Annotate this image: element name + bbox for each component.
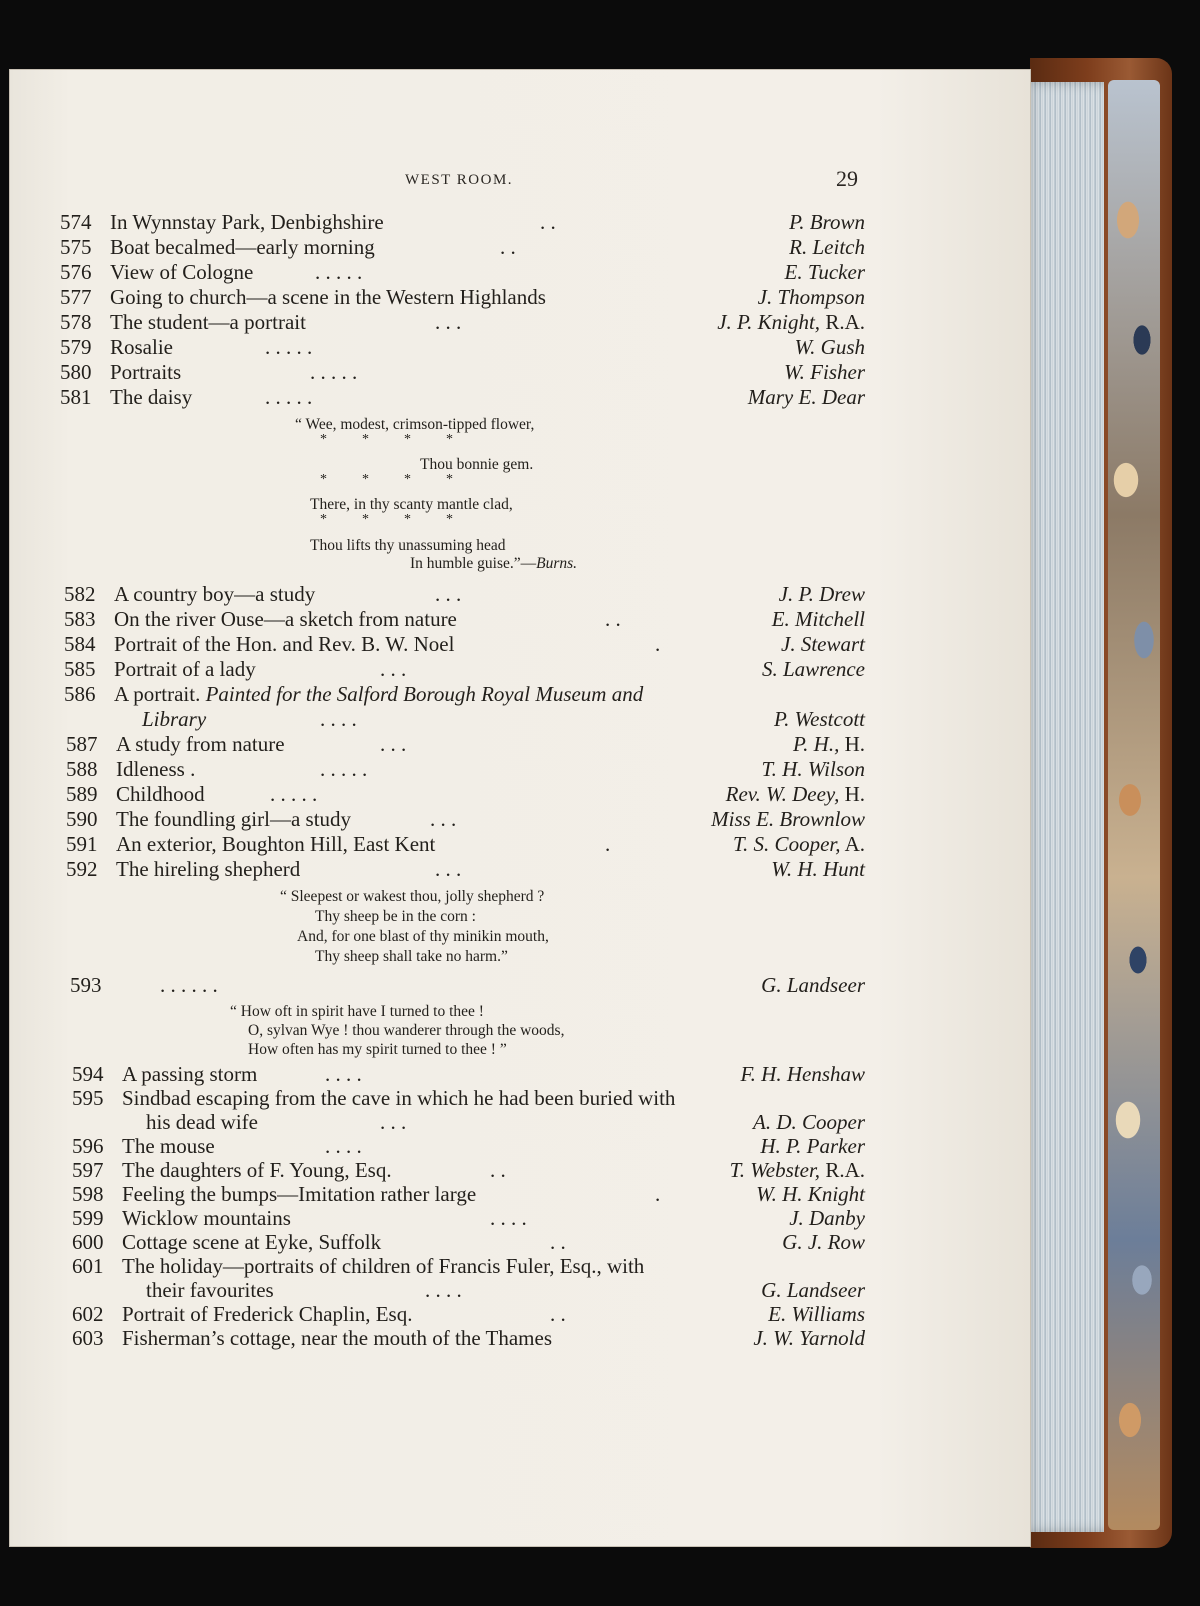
entry-title: Portrait of the Hon. and Rev. B. W. Noel bbox=[114, 632, 455, 656]
leader-dots: . . . . bbox=[490, 1206, 527, 1230]
entry-title: A country boy—a study bbox=[114, 582, 316, 606]
entry-artist: Rev. W. Deey, H. bbox=[725, 782, 865, 806]
entry-title: The daughters of F. Young, Esq. bbox=[122, 1158, 392, 1182]
entry-number: 583 bbox=[64, 607, 96, 631]
entry-title: Feeling the bumps—Imitation rather large bbox=[122, 1182, 477, 1206]
quote-line: “ Sleepest or wakest thou, jolly shepherd ? bbox=[280, 888, 545, 905]
entry-number: 580 bbox=[60, 360, 92, 384]
catalogue-entries bbox=[10, 70, 1030, 1546]
leader-dots: . . . . bbox=[425, 1278, 462, 1302]
page-edges bbox=[1022, 82, 1104, 1532]
entry-number: 579 bbox=[60, 335, 92, 359]
quote-line: How often has my spirit turned to thee ! ” bbox=[248, 1041, 507, 1058]
entry-title: A portrait. Painted for the Salford Borough Royal Museum and bbox=[114, 682, 644, 706]
quote-line: Thy sheep shall take no harm.” bbox=[315, 948, 508, 965]
entry-artist: J. Stewart bbox=[781, 632, 865, 656]
entry-title: In Wynnstay Park, Denbighshire bbox=[110, 210, 384, 234]
entry-number: 584 bbox=[64, 632, 96, 656]
asterism: * * * * bbox=[320, 472, 453, 487]
entry-number: 595 bbox=[72, 1086, 104, 1110]
leader-dots: . . . . bbox=[320, 707, 357, 731]
entry-number: 601 bbox=[72, 1254, 104, 1278]
entry-title: An exterior, Boughton Hill, East Kent bbox=[116, 832, 436, 856]
entry-title: Portraits bbox=[110, 360, 182, 384]
entry-number: 590 bbox=[66, 807, 98, 831]
entry-number: 586 bbox=[64, 682, 96, 706]
entry-artist: S. Lawrence bbox=[761, 657, 865, 681]
entry-number: 582 bbox=[64, 582, 96, 606]
entry-artist: T. S. Cooper, A. bbox=[732, 832, 865, 856]
quote-line: “ How oft in spirit have I turned to thee ! bbox=[230, 1003, 484, 1020]
leader-dots: . . . . . bbox=[270, 782, 318, 806]
quote-line: Thou lifts thy unassuming head bbox=[310, 537, 506, 554]
entry-number: 600 bbox=[72, 1230, 104, 1254]
quote-line: In humble guise.”—Burns. bbox=[410, 555, 578, 572]
entry-number: 599 bbox=[72, 1206, 104, 1230]
leader-dots: . . . . . bbox=[310, 360, 358, 384]
entry-title: Cottage scene at Eyke, Suffolk bbox=[122, 1230, 382, 1254]
leader-dots: . . bbox=[500, 235, 516, 259]
leader-dots: . bbox=[655, 632, 661, 656]
entry-number: 598 bbox=[72, 1182, 104, 1206]
leader-dots: . . . bbox=[430, 807, 457, 831]
quote-attribution: Burns. bbox=[536, 555, 578, 572]
quote-line: There, in thy scanty mantle clad, bbox=[310, 496, 513, 513]
entry-artist: J. Danby bbox=[789, 1206, 865, 1230]
leader-dots: . . . bbox=[380, 732, 407, 756]
leader-dots: . . bbox=[605, 607, 621, 631]
asterism: * * * * bbox=[320, 512, 453, 527]
entry-title: Fisherman’s cottage, near the mouth of the Thames bbox=[122, 1326, 552, 1350]
quote-line: Thy sheep be in the corn : bbox=[315, 908, 476, 925]
entry-artist: W. Gush bbox=[794, 335, 865, 359]
entry-artist: W. H. Hunt bbox=[771, 857, 865, 881]
quote-line: O, sylvan Wye ! thou wanderer through the woods, bbox=[248, 1022, 565, 1039]
entry-artist: T. Webster, R.A. bbox=[729, 1158, 865, 1182]
entry-title: Sindbad escaping from the cave in which he had been buried with bbox=[122, 1086, 676, 1110]
entry-artist: W. Fisher bbox=[784, 360, 865, 384]
entry-title: On the river Ouse—a sketch from nature bbox=[114, 607, 457, 631]
page-number: 29 bbox=[836, 166, 858, 191]
leader-dots: . . . . . bbox=[265, 385, 313, 409]
entry-artist: J. P. Drew bbox=[778, 582, 865, 606]
leader-dots: . . bbox=[550, 1302, 566, 1326]
entry-number: 581 bbox=[60, 385, 92, 409]
entry-title: The foundling girl—a study bbox=[116, 807, 352, 831]
entry-number: 603 bbox=[72, 1326, 104, 1350]
entry-title: The holiday—portraits of children of Francis Fuler, Esq., with bbox=[122, 1254, 645, 1278]
entry-number: 593 bbox=[70, 973, 102, 997]
entry-number: 589 bbox=[66, 782, 98, 806]
leader-dots: . . . . . bbox=[320, 757, 368, 781]
quote-line: Thou bonnie gem. bbox=[420, 456, 534, 473]
leader-dots: . . . bbox=[380, 1110, 407, 1134]
leader-dots: . . bbox=[490, 1158, 506, 1182]
leader-dots: . . . . bbox=[325, 1134, 362, 1158]
entry-title: Childhood bbox=[116, 782, 205, 806]
entry-title: The hireling shepherd bbox=[116, 857, 301, 881]
entry-title: Portrait of a lady bbox=[114, 657, 256, 681]
quote-line: “ Wee, modest, crimson-tipped flower, bbox=[295, 416, 535, 433]
quote-line: And, for one blast of thy minikin mouth, bbox=[297, 928, 549, 945]
entry-title: The student—a portrait bbox=[110, 310, 306, 334]
entry-title: Rosalie bbox=[110, 335, 173, 359]
entry-number: 585 bbox=[64, 657, 96, 681]
entry-number: 596 bbox=[72, 1134, 104, 1158]
entry-title: Wicklow mountains bbox=[122, 1206, 291, 1230]
entry-artist: F. H. Henshaw bbox=[740, 1062, 865, 1086]
running-head: WEST ROOM. bbox=[405, 172, 514, 188]
leader-dots: . . . bbox=[435, 582, 462, 606]
entry-artist: J. Thompson bbox=[757, 285, 865, 309]
marbled-edge bbox=[1108, 80, 1160, 1530]
entry-number: 577 bbox=[60, 285, 92, 309]
entry-title: The mouse bbox=[122, 1134, 215, 1158]
entry-title: Idleness . bbox=[116, 757, 196, 781]
entry-artist: P. Brown bbox=[789, 210, 865, 234]
entry-number: 578 bbox=[60, 310, 92, 334]
entry-artist: E. Tucker bbox=[784, 260, 865, 284]
entry-number: 576 bbox=[60, 260, 92, 284]
entry-artist: P. H., H. bbox=[793, 732, 865, 756]
leader-dots: . . . bbox=[435, 310, 462, 334]
entry-title-continued: their favourites bbox=[146, 1278, 274, 1302]
entry-artist: R. Leitch bbox=[789, 235, 865, 259]
entry-artist: G. J. Row bbox=[782, 1230, 865, 1254]
entry-title: A study from nature bbox=[116, 732, 285, 756]
entry-artist: H. P. Parker bbox=[760, 1134, 865, 1158]
leader-dots: . . . . . bbox=[265, 335, 313, 359]
entry-artist: P. Westcott bbox=[773, 707, 865, 731]
entry-number: 588 bbox=[66, 757, 98, 781]
entry-title: Going to church—a scene in the Western Highlands bbox=[110, 285, 546, 309]
leader-dots: . bbox=[655, 1182, 661, 1206]
entry-artist: G. Landseer bbox=[761, 973, 865, 997]
entry-number: 592 bbox=[66, 857, 98, 881]
leader-dots: . . . . bbox=[325, 1062, 362, 1086]
leader-dots: . . bbox=[540, 210, 556, 234]
entry-artist: J. P. Knight, R.A. bbox=[717, 310, 865, 334]
entry-title-continued: Library bbox=[142, 707, 207, 731]
entry-artist: G. Landseer bbox=[761, 1278, 865, 1302]
asterism: * * * * bbox=[320, 432, 453, 447]
entry-artist: E. Williams bbox=[768, 1302, 865, 1326]
entry-artist: Miss E. Brownlow bbox=[711, 807, 865, 831]
entry-title: A passing storm bbox=[122, 1062, 258, 1086]
leader-dots: . . . bbox=[435, 857, 462, 881]
entry-artist: T. H. Wilson bbox=[761, 757, 865, 781]
leader-dots: . . . . . bbox=[315, 260, 363, 284]
leader-dots: . bbox=[605, 832, 611, 856]
entry-title-continued: his dead wife bbox=[146, 1110, 258, 1134]
entry-artist: J. W. Yarnold bbox=[753, 1326, 865, 1350]
leader-dots: . . bbox=[550, 1230, 566, 1254]
entry-number: 602 bbox=[72, 1302, 104, 1326]
leader-dots: . . . . . . bbox=[160, 973, 218, 997]
entry-artist: Mary E. Dear bbox=[747, 385, 865, 409]
entry-number: 594 bbox=[72, 1062, 104, 1086]
leader-dots: . . . bbox=[380, 657, 407, 681]
entry-artist: E. Mitchell bbox=[771, 607, 865, 631]
book-page bbox=[10, 70, 1030, 1546]
entry-title: The daisy bbox=[110, 385, 193, 409]
entry-number: 591 bbox=[66, 832, 98, 856]
entry-title: View of Cologne bbox=[110, 260, 254, 284]
entry-number: 574 bbox=[60, 210, 92, 234]
entry-number: 575 bbox=[60, 235, 92, 259]
entry-number: 587 bbox=[66, 732, 98, 756]
entry-artist: W. H. Knight bbox=[756, 1182, 865, 1206]
entry-title: Portrait of Frederick Chaplin, Esq. bbox=[122, 1302, 413, 1326]
entry-artist: A. D. Cooper bbox=[753, 1110, 865, 1134]
entry-number: 597 bbox=[72, 1158, 104, 1182]
entry-title: Boat becalmed—early morning bbox=[110, 235, 375, 259]
